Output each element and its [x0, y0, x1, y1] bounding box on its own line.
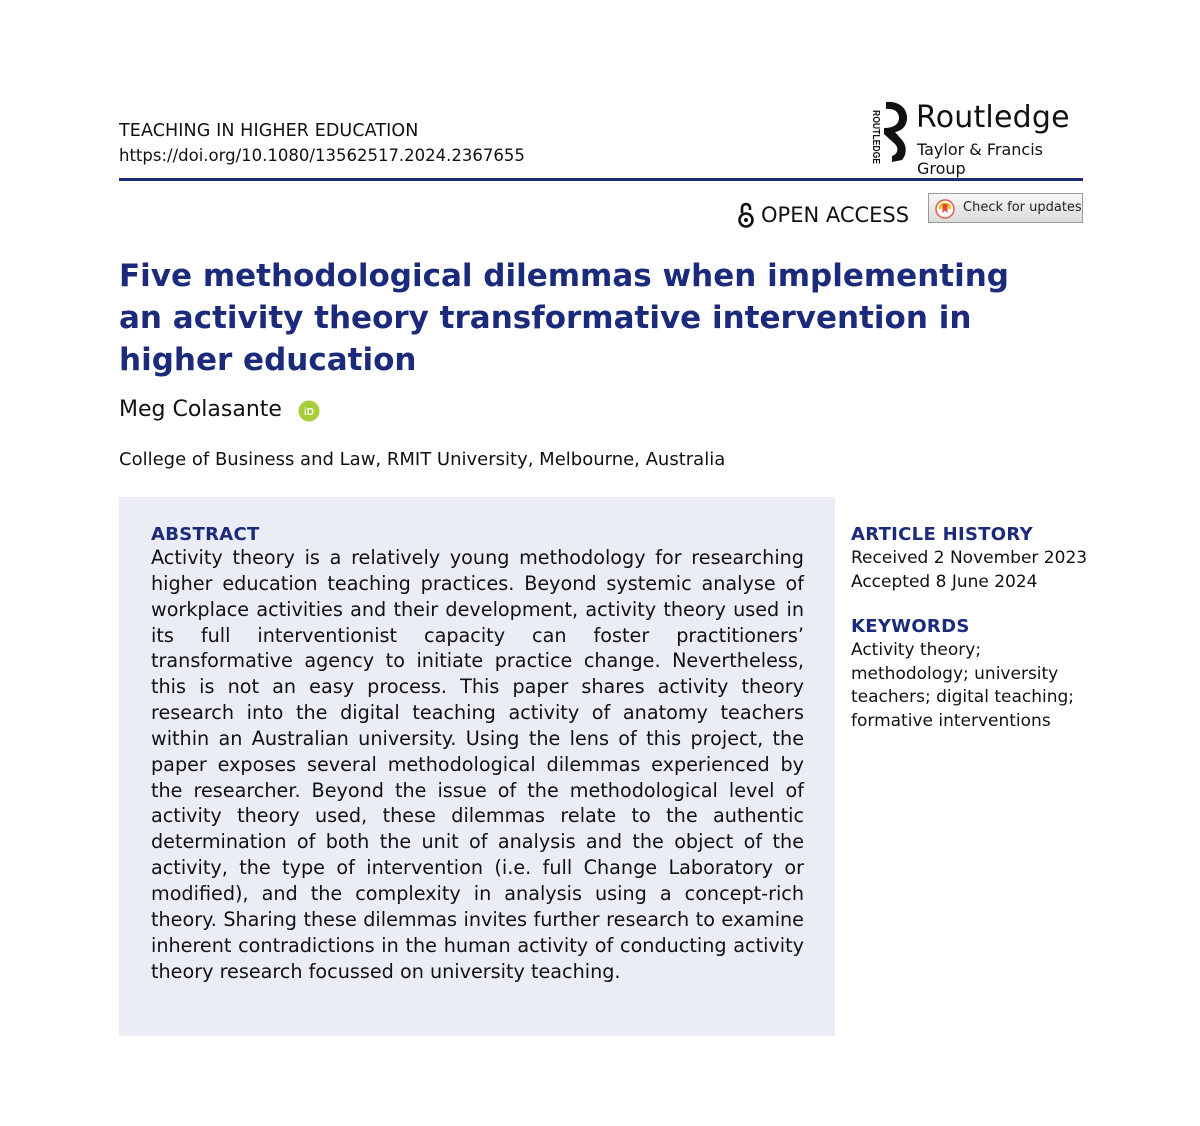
keywords-section: [851, 615, 1091, 733]
article-history-heading: ARTICLE HISTORY: [851, 524, 1033, 545]
doi-link[interactable]: https://doi.org/10.1080/13562517.2024.2367655: [119, 146, 525, 165]
author-affiliation: College of Business and Law, RMIT University, Melbourne, Australia: [119, 449, 726, 470]
journal-name: TEACHING IN HIGHER EDUCATION: [119, 121, 419, 141]
publisher-vertical-wordmark: [858, 108, 881, 173]
open-lock-icon: [737, 202, 755, 228]
publisher-logo[interactable]: [858, 98, 1088, 178]
svg-text:ROUTLEDGE: ROUTLEDGE: [870, 110, 881, 173]
svg-text:iD: iD: [304, 407, 314, 418]
orcid-icon[interactable]: [298, 400, 320, 422]
publisher-group: Taylor & Francis Group: [917, 140, 1043, 178]
article-title: Five methodological dilemmas when implementing an activity theory transformative intervention in higher education: [119, 258, 1009, 378]
keyword-line: teachers; digital teaching;: [851, 687, 1075, 707]
abstract-heading: ABSTRACT: [151, 524, 260, 545]
check-updates-button[interactable]: [928, 193, 1083, 223]
keyword-line: formative interventions: [851, 710, 1051, 731]
keyword-line: Activity theory;: [851, 640, 982, 660]
open-access-label: OPEN ACCESS: [761, 203, 910, 227]
accepted-date: Accepted 8 June 2024: [851, 571, 1038, 592]
received-date: Received 2 November 2023: [851, 548, 1088, 568]
crossmark-icon: [935, 199, 955, 219]
article-history: [851, 523, 1091, 594]
keyword-line: methodology; university: [851, 663, 1059, 684]
routledge-profile-icon: [880, 100, 910, 164]
abstract-panel: [119, 497, 835, 1036]
abstract-text: Activity theory is a relatively young methodology for researching higher education teaching practices. Beyond systemic analyse of workplace activities and their development, activity theory used in its full interventionist capacity can foster practitioners’ transformative agency to initiate practice change. Nevertheless, this is not an easy process. This paper shares activity theory research into the digital teaching activity of anatomy teachers within an Australian university. Using the lens of this project, the paper exposes several methodological dilemmas experienced by the researcher. Beyond the issue of the methodological level of activity theory used, these dilemmas relate to the authentic determination of both the unit of analysis and the object of the activity, the type of intervention (i.e. full Change Laboratory or modified), and the complexity in analysis using a concept-rich theory. Sharing these dilemmas invites further research to examine inherent contradictions in the human activity of conducting activity theory research focussed on university teaching.: [151, 546, 804, 983]
header-rule: [119, 178, 1083, 181]
publisher-name: Routledge: [916, 100, 1070, 135]
check-updates-label: Check for updates: [963, 200, 1082, 215]
keywords-heading: KEYWORDS: [851, 616, 970, 637]
author-name: Meg Colasante: [119, 397, 282, 422]
